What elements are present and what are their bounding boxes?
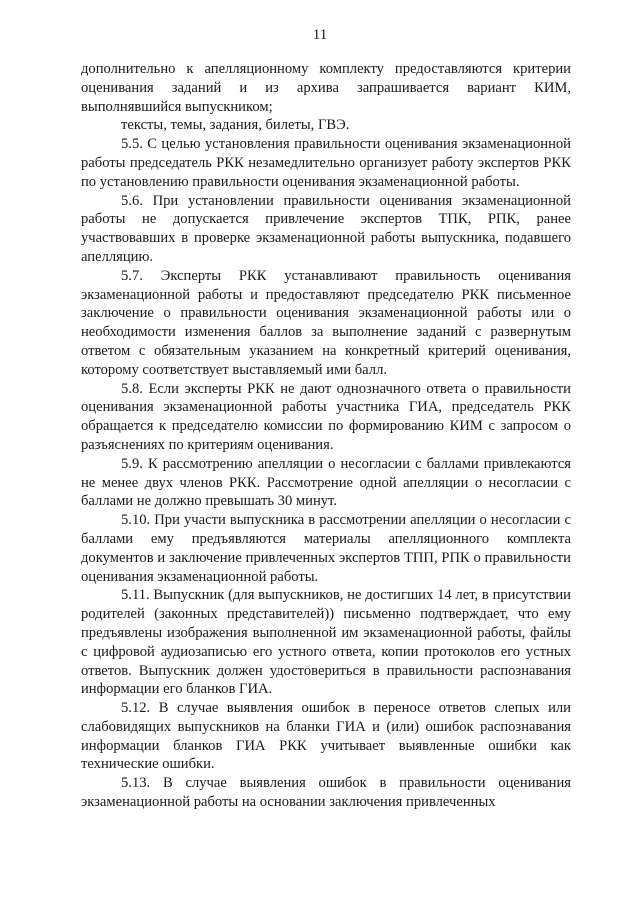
paragraph-5-7: 5.7. Эксперты РКК устанавливают правильность оценивания экзаменационной работы и предоставляют председателю РКК письменное заключение о правильности оценивания экзаменационной работы или о необходимости изменения баллов за выполнение заданий с развернутым ответом с обязательным указанием на конкретный критерий оценивания, которому соответствует выставляемый ими балл. [81, 267, 571, 378]
paragraph-5-13: 5.13. В случае выявления ошибок в правильности оценивания экзаменационной работы на основании заключения привлеченных [81, 775, 571, 811]
paragraph-5-6: 5.6. При установлении правильности оценивания экзаменационной работы не допускается привлечение экспертов ТПК, РПК, ранее участвовавших в проверке экзаменационной работы выпускника, подавшего апелляцию. [81, 192, 571, 265]
paragraph-5-9: 5.9. К рассмотрению апелляции о несогласии с баллами привлекаются не менее двух членов РКК. Рассмотрение одной апелляции о несогласии с баллами не должно превышать 30 минут. [81, 455, 571, 510]
document-body [81, 60, 571, 812]
paragraph-5-8: 5.8. Если эксперты РКК не дают однозначного ответа о правильности оценивания экзаменационной работы участника ГИА, председатель РКК обращается к председателю комиссии по формированию КИМ с запросом о разъяснениях по критериям оценивания. [81, 380, 571, 453]
page-number: 11 [312, 27, 328, 43]
paragraph-5-12: 5.12. В случае выявления ошибок в переносе ответов слепых или слабовидящих выпускников на бланки ГИА и (или) ошибок распознавания информации бланков ГИА РКК учитывает выявленные ошибки как технические ошибки. [81, 700, 571, 773]
paragraph-intro-continuation: дополнительно к апелляционному комплекту предоставляются критерии оценивания заданий и из архива запрашивается вариант КИМ, выполнявшийся выпускником; [81, 61, 571, 115]
paragraph-texts-topics: тексты, темы, задания, билеты, ГВЭ. [121, 117, 350, 134]
paragraph-5-5: 5.5. С целью установления правильности оценивания экзаменационной работы председатель РКК незамедлительно организует работу экспертов РКК по установлению правильности оценивания экзаменационной работы. [81, 136, 571, 190]
paragraph-5-11: 5.11. Выпускник (для выпускников, не достигших 14 лет, в присутствии родителей (законных представителей)) письменно подтверждает, что ему предъявлены изображения выполненной им экзаменационной работы, файлы с цифровой аудиозаписью его устного ответа, копии протоколов его устных ответов. Выпускник должен удостовериться в правильности распознавания информации его бланков ГИА. [81, 587, 571, 698]
paragraph-5-10: 5.10. При участи выпускника в рассмотрении апелляции о несогласии с баллами ему предъявляются материалы апелляционного комплекта документов и заключение привлеченных экспертов ТПП, РПК о правильности оценивания экзаменационной работы. [81, 512, 571, 585]
